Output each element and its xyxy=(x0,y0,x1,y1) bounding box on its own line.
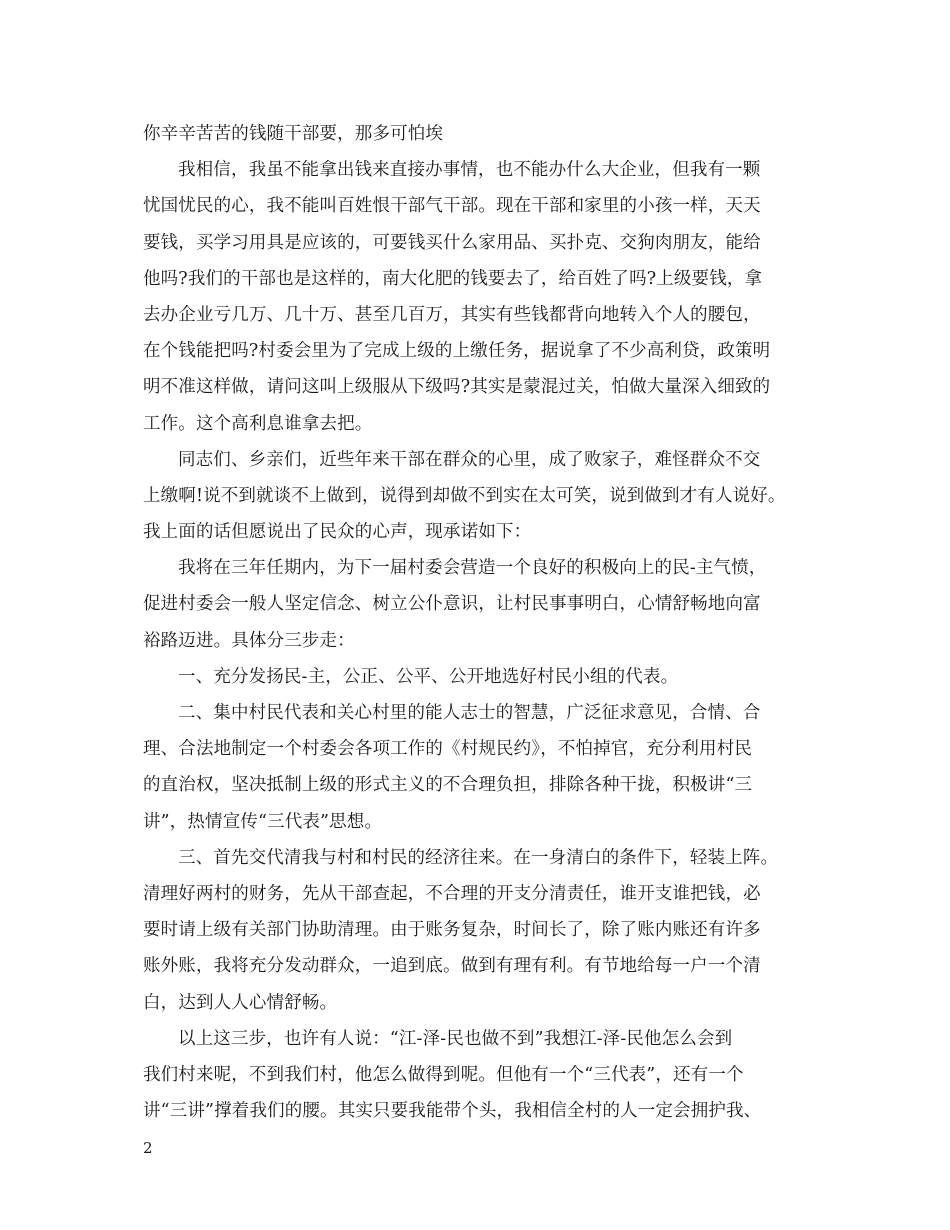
text-line: 他吗?我们的干部也是这样的，南大化肥的钱要去了，给百姓了吗?上级要钱，拿 xyxy=(143,268,763,289)
text-line: 的直治权，坚决抵制上级的形式主义的不合理负担，排除各种干拢，积极讲“三 xyxy=(143,775,753,796)
text-line: 我将在三年任期内，为下一届村委会营造一个良好的积极向上的民-主气愤， xyxy=(178,558,767,579)
page-number: 2 xyxy=(143,1139,153,1157)
text-line: 促进村委会一般人坚定信念、树立公仆意识，让村民事事明白，心情舒畅地向富 xyxy=(143,594,761,615)
text-line: 要钱，买学习用具是应该的，可要钱买什么家用品、买扑克、交狗肉朋友，能给 xyxy=(143,232,761,253)
text-line: 白，达到人人心情舒畅。 xyxy=(143,992,338,1013)
text-line: 忧国忧民的心，我不能叫百姓恨干部气干部。现在干部和家里的小孩一样，天天 xyxy=(143,196,761,217)
text-line: 理、合法地制定一个村委会各项工作的《村规民约》，不怕掉官，充分利用村民 xyxy=(143,739,752,760)
text-line: 我上面的话但愿说出了民众的心声，现承诺如下： xyxy=(143,522,532,543)
text-line: 明不准这样做，请问这叫上级服从下级吗?其实是蒙混过关，怕做大量深入细致的 xyxy=(143,377,771,398)
text-line: 我相信，我虽不能拿出钱来直接办事情，也不能办什么大企业，但我有一颗 xyxy=(178,160,761,181)
text-line: 我们村来呢，不到我们村，他怎么做得到呢。但他有一个“三代表”，还有一个 xyxy=(143,1064,744,1085)
document-body xyxy=(143,116,813,1129)
text-line: 在个钱能把吗?村委会里为了完成上级的上缴任务，据说拿了不少高利贷，政策明 xyxy=(143,341,771,362)
text-line: 以上这三步，也许有人说：“江-泽-民也做不到”我想江-泽-民他怎么会到 xyxy=(178,1028,733,1049)
text-line: 工作。这个高利息谁拿去把。 xyxy=(143,413,373,434)
text-line: 同志们、乡亲们，近些年来干部在群众的心里，成了败家子，难怪群众不交 xyxy=(178,449,761,470)
text-line: 账外账，我将充分发动群众，一追到底。做到有理有利。有节地给每一户一个清 xyxy=(143,956,761,977)
text-line: 上缴啊!说不到就谈不上做到，说得到却做不到实在太可笑，说到做到才有人说好。 xyxy=(143,485,786,506)
text-line: 裕路迈进。具体分三步走： xyxy=(143,630,355,651)
text-line: 你辛辛苦苦的钱随干部要，那多可怕埃 xyxy=(143,124,444,144)
text-line: 三、首先交代清我与村和村民的经济往来。在一身清白的条件下，轻装上阵。 xyxy=(178,847,779,868)
text-line: 讲“三讲”撑着我们的腰。其实只要我能带个头，我相信全村的人一定会拥护我、 xyxy=(143,1101,762,1122)
text-line: 要时请上级有关部门协助清理。由于账务复杂，时间长了，除了账内账还有许多 xyxy=(143,920,761,941)
text-line: 讲”，热情宣传“三代表”思想。 xyxy=(143,811,383,832)
text-line: 一、充分发扬民-主，公正、公平、公开地选好村民小组的代表。 xyxy=(178,666,679,687)
text-line: 去办企业亏几万、几十万、甚至几百万，其实有些钱都背向地转入个人的腰包， xyxy=(143,304,761,325)
text-line: 二、集中村民代表和关心村里的能人志士的智慧，广泛征求意见，合情、合 xyxy=(178,703,761,723)
text-line: 清理好两村的财务，先从干部查起，不合理的开支分清责任，谁开支谁把钱，必 xyxy=(143,883,761,904)
